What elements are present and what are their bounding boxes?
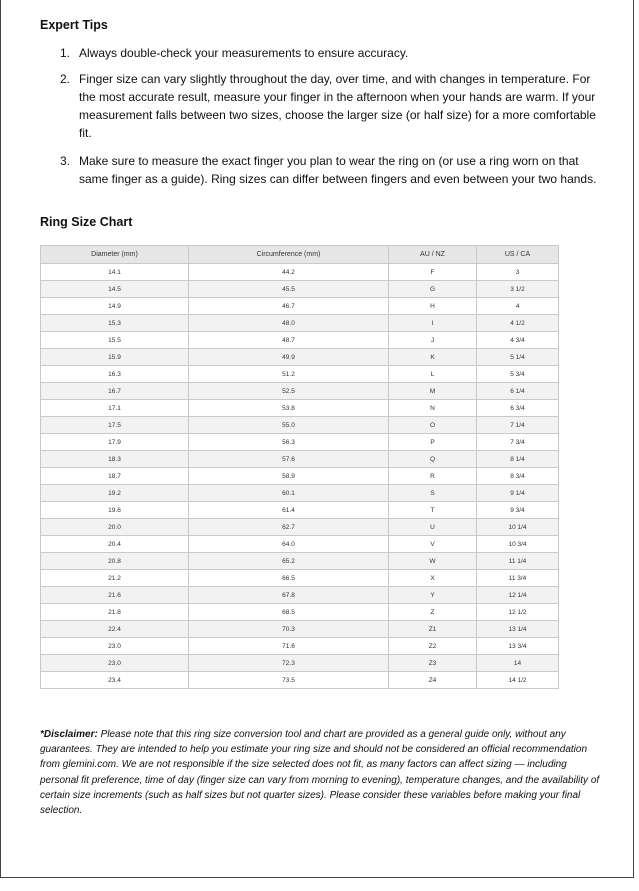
cell-circumference: 52.5: [189, 383, 389, 400]
cell-circumference: 67.8: [189, 587, 389, 604]
cell-circumference: 57.6: [189, 451, 389, 468]
cell-us-ca: 8 3/4: [477, 468, 559, 485]
table-row: [41, 366, 559, 383]
cell-us-ca: 3 1/2: [477, 281, 559, 298]
tip-text: Make sure to measure the exact finger you plan to wear the ring on (or use a ring worn on that same finger as a guide). Ring sizes can differ between fingers and even between your two hands.: [79, 154, 597, 186]
cell-diameter: 19.2: [41, 485, 189, 502]
table-row: [41, 570, 559, 587]
cell-diameter: 18.7: [41, 468, 189, 485]
cell-circumference: 60.1: [189, 485, 389, 502]
cell-us-ca: 10 3/4: [477, 536, 559, 553]
cell-circumference: 58.9: [189, 468, 389, 485]
cell-diameter: 22.4: [41, 621, 189, 638]
cell-au-nz: X: [389, 570, 477, 587]
cell-diameter: 21.6: [41, 587, 189, 604]
cell-circumference: 71.6: [189, 638, 389, 655]
cell-us-ca: 5 1/4: [477, 349, 559, 366]
cell-circumference: 53.8: [189, 400, 389, 417]
tip-number: 2.: [60, 72, 71, 86]
cell-au-nz: H: [389, 298, 477, 315]
cell-circumference: 49.9: [189, 349, 389, 366]
cell-diameter: 16.3: [41, 366, 189, 383]
cell-diameter: 23.0: [41, 655, 189, 672]
cell-circumference: 72.3: [189, 655, 389, 672]
cell-au-nz: M: [389, 383, 477, 400]
cell-circumference: 46.7: [189, 298, 389, 315]
cell-au-nz: T: [389, 502, 477, 519]
cell-au-nz: O: [389, 417, 477, 434]
cell-us-ca: 12 1/4: [477, 587, 559, 604]
cell-au-nz: N: [389, 400, 477, 417]
cell-us-ca: 3: [477, 264, 559, 281]
cell-au-nz: W: [389, 553, 477, 570]
cell-us-ca: 11 1/4: [477, 553, 559, 570]
tip-text: Always double-check your measurements to ensure accuracy.: [79, 46, 409, 60]
cell-us-ca: 7 3/4: [477, 434, 559, 451]
table-row: [41, 604, 559, 621]
cell-au-nz: I: [389, 315, 477, 332]
cell-au-nz: P: [389, 434, 477, 451]
table-header-row: [41, 246, 559, 264]
cell-au-nz: Q: [389, 451, 477, 468]
cell-circumference: 45.5: [189, 281, 389, 298]
cell-circumference: 66.5: [189, 570, 389, 587]
cell-au-nz: V: [389, 536, 477, 553]
cell-us-ca: 13 1/4: [477, 621, 559, 638]
tip-text: Finger size can vary slightly throughout the day, over time, and with changes in temperature. For the most accurate result, measure your finger in the afternoon when your hands are warm. If your measurement falls between two sizes, choose the larger size (or half size) for a more comfortable fit.: [79, 72, 596, 140]
cell-diameter: 23.0: [41, 638, 189, 655]
cell-au-nz: Z: [389, 604, 477, 621]
cell-diameter: 15.3: [41, 315, 189, 332]
table-row: [41, 434, 559, 451]
table-row: [41, 553, 559, 570]
cell-diameter: 14.1: [41, 264, 189, 281]
cell-us-ca: 6 1/4: [477, 383, 559, 400]
cell-circumference: 48.0: [189, 315, 389, 332]
header-au-nz: AU / NZ: [389, 246, 477, 264]
table-row: [41, 332, 559, 349]
table-row: [41, 587, 559, 604]
header-diameter: Diameter (mm): [41, 246, 189, 264]
cell-circumference: 61.4: [189, 502, 389, 519]
cell-circumference: 55.0: [189, 417, 389, 434]
table-row: [41, 468, 559, 485]
table-row: [41, 315, 559, 332]
table-row: [41, 451, 559, 468]
cell-diameter: 14.5: [41, 281, 189, 298]
ring-size-table: [40, 245, 559, 689]
cell-us-ca: 11 3/4: [477, 570, 559, 587]
cell-us-ca: 12 1/2: [477, 604, 559, 621]
cell-us-ca: 8 1/4: [477, 451, 559, 468]
cell-au-nz: Y: [389, 587, 477, 604]
cell-diameter: 20.4: [41, 536, 189, 553]
table-row: [41, 281, 559, 298]
cell-us-ca: 9 1/4: [477, 485, 559, 502]
cell-diameter: 14.9: [41, 298, 189, 315]
cell-au-nz: G: [389, 281, 477, 298]
cell-circumference: 44.2: [189, 264, 389, 281]
table-row: [41, 264, 559, 281]
table-row: [41, 536, 559, 553]
cell-au-nz: Z3: [389, 655, 477, 672]
table-row: [41, 638, 559, 655]
disclaimer-text: Please note that this ring size conversion tool and chart are provided as a general guide only, without any guarantees. They are intended to help you estimate your ring size and should not be considered an official recommendation from glemini.com. We are not responsible if the size selected does not fit, as many factors can affect sizing — including personal fit preference, time of day (finger size can vary from morning to evening), temperature changes, and the availability of certain size increments (such as half sizes but not quarter sizes). Please consider these variables before making your final selection.: [40, 729, 600, 817]
cell-au-nz: K: [389, 349, 477, 366]
cell-diameter: 16.7: [41, 383, 189, 400]
cell-au-nz: S: [389, 485, 477, 502]
cell-diameter: 15.9: [41, 349, 189, 366]
cell-au-nz: Z4: [389, 672, 477, 689]
cell-us-ca: 4 3/4: [477, 332, 559, 349]
cell-au-nz: F: [389, 264, 477, 281]
table-row: [41, 400, 559, 417]
cell-us-ca: 14 1/2: [477, 672, 559, 689]
cell-us-ca: 5 3/4: [477, 366, 559, 383]
table-row: [41, 655, 559, 672]
table-row: [41, 485, 559, 502]
cell-us-ca: 13 3/4: [477, 638, 559, 655]
cell-us-ca: 7 1/4: [477, 417, 559, 434]
cell-circumference: 48.7: [189, 332, 389, 349]
cell-au-nz: U: [389, 519, 477, 536]
cell-diameter: 17.1: [41, 400, 189, 417]
header-circumference: Circumference (mm): [189, 246, 389, 264]
cell-diameter: 23.4: [41, 672, 189, 689]
table-row: [41, 621, 559, 638]
table-row: [41, 417, 559, 434]
table-row: [41, 672, 559, 689]
cell-diameter: 19.6: [41, 502, 189, 519]
table-row: [41, 383, 559, 400]
disclaimer: [40, 727, 600, 818]
cell-circumference: 64.0: [189, 536, 389, 553]
cell-diameter: 20.8: [41, 553, 189, 570]
cell-us-ca: 14: [477, 655, 559, 672]
cell-us-ca: 9 3/4: [477, 502, 559, 519]
table-row: [41, 502, 559, 519]
cell-diameter: 21.8: [41, 604, 189, 621]
cell-circumference: 62.7: [189, 519, 389, 536]
cell-diameter: 17.9: [41, 434, 189, 451]
cell-circumference: 70.3: [189, 621, 389, 638]
cell-au-nz: Z1: [389, 621, 477, 638]
cell-diameter: 18.3: [41, 451, 189, 468]
table-row: [41, 349, 559, 366]
header-us-ca: US / CA: [477, 246, 559, 264]
tip-number: 1.: [60, 46, 71, 60]
cell-circumference: 51.2: [189, 366, 389, 383]
cell-us-ca: 4 1/2: [477, 315, 559, 332]
cell-diameter: 20.0: [41, 519, 189, 536]
cell-us-ca: 6 3/4: [477, 400, 559, 417]
cell-us-ca: 10 1/4: [477, 519, 559, 536]
cell-circumference: 56.3: [189, 434, 389, 451]
tip-number: 3.: [60, 154, 71, 168]
cell-diameter: 15.5: [41, 332, 189, 349]
cell-au-nz: Z2: [389, 638, 477, 655]
ring-size-chart-heading: Ring Size Chart: [40, 215, 133, 229]
cell-au-nz: J: [389, 332, 477, 349]
cell-au-nz: R: [389, 468, 477, 485]
cell-au-nz: L: [389, 366, 477, 383]
cell-diameter: 17.5: [41, 417, 189, 434]
disclaimer-label: *Disclaimer:: [40, 729, 98, 740]
table-row: [41, 519, 559, 536]
expert-tips-heading: Expert Tips: [40, 18, 108, 32]
table-row: [41, 298, 559, 315]
cell-circumference: 73.5: [189, 672, 389, 689]
cell-circumference: 65.2: [189, 553, 389, 570]
cell-us-ca: 4: [477, 298, 559, 315]
cell-circumference: 68.5: [189, 604, 389, 621]
cell-diameter: 21.2: [41, 570, 189, 587]
